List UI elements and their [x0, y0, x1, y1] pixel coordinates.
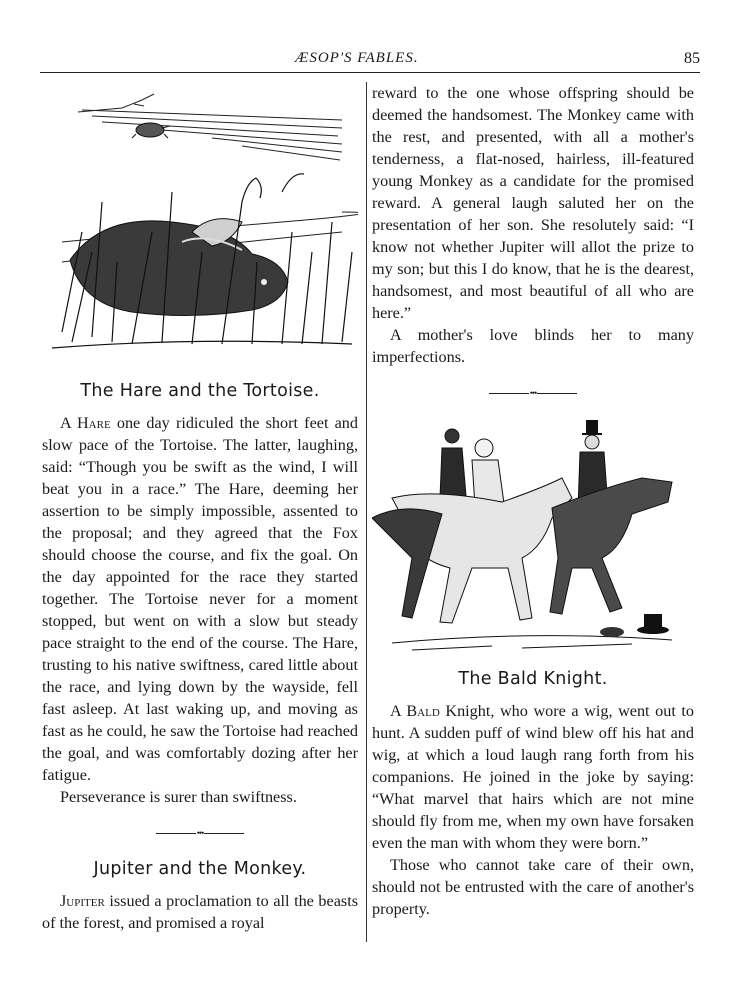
fable-text-knight: Knight, who wore a wig, went out to hunt. A sudden puff of wind blew off his hat and wig, at which a loud laugh rang forth from his companions. He joined in the joke by saying: “What marvel that hairs which are not mine should fly from me, when my own have forsaken even the man with whom they were born.” — [372, 702, 694, 852]
horses — [372, 478, 672, 623]
fable-body-knight — [372, 700, 694, 854]
fable-title-knight: The Bald Knight. — [458, 669, 608, 689]
fable-title-hare: The Hare and the Tortoise. — [80, 381, 320, 401]
hare-figure — [70, 219, 288, 316]
page-header — [40, 48, 700, 72]
fable-moral-knight: Those who cannot take care of their own, should not be entrusted with the care of another's property. — [372, 856, 694, 918]
running-title: ÆSOP'S FABLES. — [295, 50, 419, 66]
right-column — [372, 82, 694, 920]
left-column — [42, 82, 358, 934]
hare-illustration — [42, 82, 358, 372]
fable-lead-hare: A Hare — [60, 414, 111, 432]
rider-left — [440, 429, 466, 498]
fable-body-monkey-cont: reward to the one whose offspring should be deemed the handsomest. The Monkey came with the rest, and presented, with all a mother's tenderness, a flat-nosed, hairless, ill-featured young Monkey as a candidate for the promised reward. A general laugh saluted her on the presentation of her son. She resolutely said: “I know not whether Jupiter will allot the prize to my son; but this I do know, that he is the dearest, handsomest, and most beautiful of all who are here.” — [372, 84, 694, 322]
fable-moral-hare: Perseverance is surer than swiftness. — [60, 788, 297, 806]
header-rule — [40, 72, 700, 73]
fable-body-hare — [42, 412, 358, 786]
fable-lead-monkey: Jupiter — [60, 892, 105, 910]
fallen-hat — [600, 614, 669, 637]
fable-body-monkey — [42, 890, 358, 934]
page-number: 85 — [684, 50, 700, 67]
fable-text-hare: one day ridiculed the short feet and slow pace of the Tortoise. The latter, laughing, said: “Though you be swift as the wind, I will beat you in a race.” The Hare, deeming her assertion to be simply impossible, assented to the proposal; and they agreed that the Fox should choose the course, and fix the goal. On the day appointed for the race they started together. The Tortoise never for a moment stopped, but went on with a slow but steady pace straight to the end of the course. The Hare, trusting to his native swiftness, cared little about the race, and lying down by the wayside, fell fast asleep. At last waking up, and moving as fast as he could, he saw the Tortoise had reached the goal, and was comfortably dozing after her fatigue. — [42, 414, 358, 784]
fable-title-monkey: Jupiter and the Monkey. — [93, 859, 307, 879]
section-ornament: ••• — [42, 822, 358, 844]
fable-lead-knight: A Bald — [390, 702, 440, 720]
fable-moral-monkey: A mother's love blinds her to many imperfections. — [372, 326, 694, 366]
knight-illustration — [372, 418, 694, 658]
section-ornament: ••• — [372, 382, 694, 404]
fable-text-monkey: issued a proclamation to all the beasts of the forest, and promised a royal — [42, 892, 358, 932]
column-divider — [366, 82, 367, 942]
